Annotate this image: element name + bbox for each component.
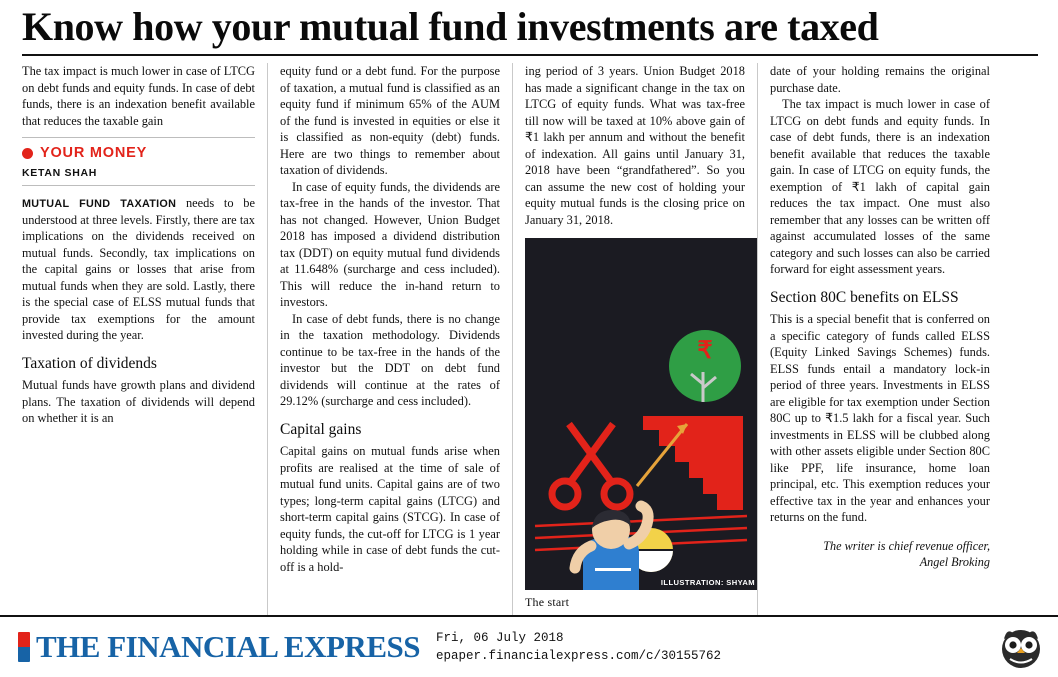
article-illustration xyxy=(525,238,758,590)
column-3 xyxy=(512,63,757,631)
illustration-caption: The start xyxy=(525,595,570,609)
subhead-capital-gains: Capital gains xyxy=(280,420,362,438)
author-signoff xyxy=(770,538,990,571)
column-4-paragraph-3: This is a special benefit that is conferred on a specific category of funds called ELSS (Equity Linked Savings Schemes) funds. ELSS funds entail a mandatory lock-in period of three years. Investments in ELSS are eligible for tax exemption under Section 80C up to ₹1.5 lakh for a fiscal year. Such investments in ELSS will be clubbed along with other assets eligible under Section 80C like PPF, life insurance, home loan principal, etc. This exemption reduces your effective tax in the year and enhances your returns on the fund. xyxy=(770,312,990,525)
column-2-paragraph-2: In case of equity funds, the dividends are tax-free in the hands of the investor. That has not changed. However, Union Budget 2018 has imposed a dividend distribution tax (DDT) on equity mutual fund dividends at 11.648% (surcharge and cess included). This will reduce the in-hand return to investors. xyxy=(280,179,500,309)
article-dek: The tax impact is much lower in case of LTCG on debt funds and equity funds. In case of debt funds, there is an indexation benefit available that reduces the taxable gain xyxy=(22,64,255,128)
column-1 xyxy=(22,63,267,631)
headline-area xyxy=(0,0,1058,48)
footer-meta xyxy=(436,629,721,665)
column-2-paragraph-1: equity fund or a debt fund. For the purpose of taxation, a mutual fund is classified as an equity fund if minimum 65% of the AUM of the fund is invested in equities or else it is classified as non-equity (debt) funds. Here are two things to remember about taxation of dividends. xyxy=(280,64,500,177)
column-2-paragraph-3: In case of debt funds, there is no change in the taxation methodology. Dividends continue to be tax-free in the hands of the investor but the DDT on debt fund dividends will continue at the rates of 29.12% (surcharge and cess included). xyxy=(280,311,500,408)
epaper-url[interactable]: epaper.financialexpress.com/c/30155762 xyxy=(435,649,722,663)
masthead-mark-icon xyxy=(18,632,30,662)
column-2 xyxy=(267,63,512,631)
section-kicker xyxy=(22,145,255,161)
page-title: Know how your mutual fund investments are taxed xyxy=(22,4,879,49)
dek-divider xyxy=(22,137,255,138)
signoff-line-1: The writer is chief revenue officer, xyxy=(823,538,990,553)
column-3-paragraph-1: ing period of 3 years. Union Budget 2018 has made a significant change in the tax on LTCG of equity funds. What was tax-free till now will be taxed at 10% above gain of ₹1 lakh per annum and without the benefit of indexation. All gains until January 31, 2018 have been “grandfathered”. So you can assume the new cost of holding your equity mutual funds is the closing price on January 31, 2018. xyxy=(525,64,745,227)
column-1-paragraph-1: Mutual funds have growth plans and dividend plans. The taxation of dividends will depend on whether it is an xyxy=(22,378,255,426)
column-4-paragraph-1: date of your holding remains the original purchase date. xyxy=(770,64,990,95)
byline-divider xyxy=(22,185,255,186)
masthead-title: THE FINANCIAL EXPRESS xyxy=(36,629,420,664)
article-columns xyxy=(22,63,1038,631)
kicker-label: YOUR MONEY xyxy=(40,145,148,161)
lead-rest: needs to be understood at three levels. Firstly, there are tax implications on the dividends received on mutual funds. Secondly, tax implications on the capital gains or losses that arise from mutual funds when they are sold. Lastly, there is the special case of ELSS mutual funds that provide tax exemptions for the amount invested during the year. xyxy=(22,196,255,342)
column-4-paragraph-2: The tax impact is much lower in case of LTCG on debt funds and equity funds. In case of debt funds, there is an indexation benefit available that reduces the taxable gain. In case of LTCG on equity funds, the exemption of ₹1 lakh of capital gain reduces the tax impact. One must also remember that any losses can be written off against accumulated losses of the same category and such losses can also be carried forward for eight assessment years. xyxy=(770,97,990,276)
headline-divider xyxy=(22,54,1038,56)
signoff-line-2: Angel Broking xyxy=(919,555,990,570)
author-byline: KETAN SHAH xyxy=(22,167,98,179)
column-2-paragraph-4: Capital gains on mutual funds arise when profits are realised at the time of sale of mutual fund units. Capital gains are of two types; long-term capital gains (LTCG) and short-term capital gains (STCG). In case of equity funds, the cut-off for LTCG is 1 year holding while in case of debt funds the cut-off is a hold- xyxy=(280,444,500,574)
svg-text:₹: ₹ xyxy=(697,338,713,364)
illustration-credit: ILLUSTRATION: SHYAM xyxy=(660,578,755,587)
subhead-taxation-of-dividends: Taxation of dividends xyxy=(22,354,157,372)
column-4 xyxy=(757,63,1002,631)
subhead-section-80c: Section 80C benefits on ELSS xyxy=(770,288,959,306)
page-footer xyxy=(0,615,1058,677)
owl-logo-icon xyxy=(998,625,1044,669)
publication-date: Fri, 06 July 2018 xyxy=(435,630,564,645)
illustration-graphic xyxy=(525,238,758,590)
bullet-dot-icon xyxy=(22,148,33,159)
masthead xyxy=(18,629,420,665)
column-1-lead xyxy=(22,195,255,344)
lead-label: MUTUAL FUND TAXATION xyxy=(22,198,177,210)
